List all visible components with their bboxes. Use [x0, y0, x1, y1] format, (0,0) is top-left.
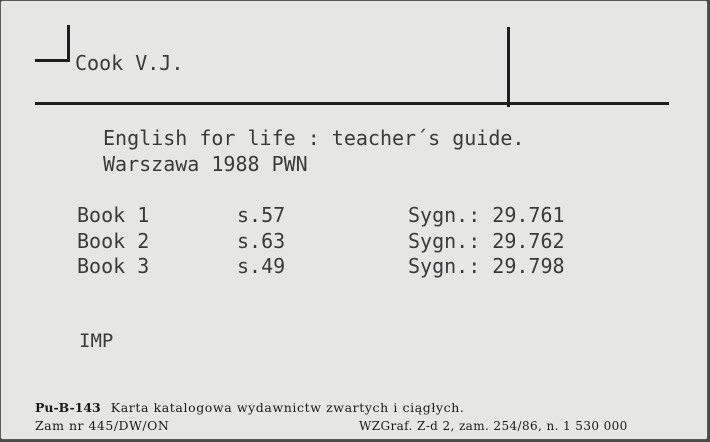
volume-pages: s.49: [237, 254, 286, 278]
form-code: Pu-B-143: [35, 400, 101, 415]
header-divider-vertical: [507, 27, 510, 107]
corner-mark-vertical: [67, 25, 70, 62]
author-heading: Cook V.J.: [75, 51, 184, 75]
header-rule: [35, 102, 669, 105]
order-number: Zam nr 445/DW/ON: [35, 418, 170, 433]
volume-pages: s.57: [237, 203, 286, 227]
corner-mark-horizontal: [35, 59, 70, 62]
volume-book: Book 2: [77, 229, 150, 253]
volume-pages: s.63: [237, 229, 286, 253]
imprint-line: Warszawa 1988 PWN: [103, 152, 308, 176]
volume-book: Book 1: [77, 203, 150, 227]
note-text: IMP: [79, 330, 114, 352]
printer-info: WZGraf. Z-d 2, zam. 254/86, n. 1 530 000: [359, 419, 628, 433]
form-footer-line-1: [35, 400, 465, 415]
volume-call-number: Sygn.: 29.761: [408, 203, 565, 227]
volume-call-number: Sygn.: 29.762: [408, 229, 565, 253]
volume-book: Book 3: [77, 254, 150, 278]
title-line: English for life : teacher´s guide.: [103, 126, 525, 150]
form-description: Karta katalogowa wydawnictw zwartych i ciągłych.: [110, 400, 465, 415]
volume-call-number: Sygn.: 29.798: [408, 254, 565, 278]
